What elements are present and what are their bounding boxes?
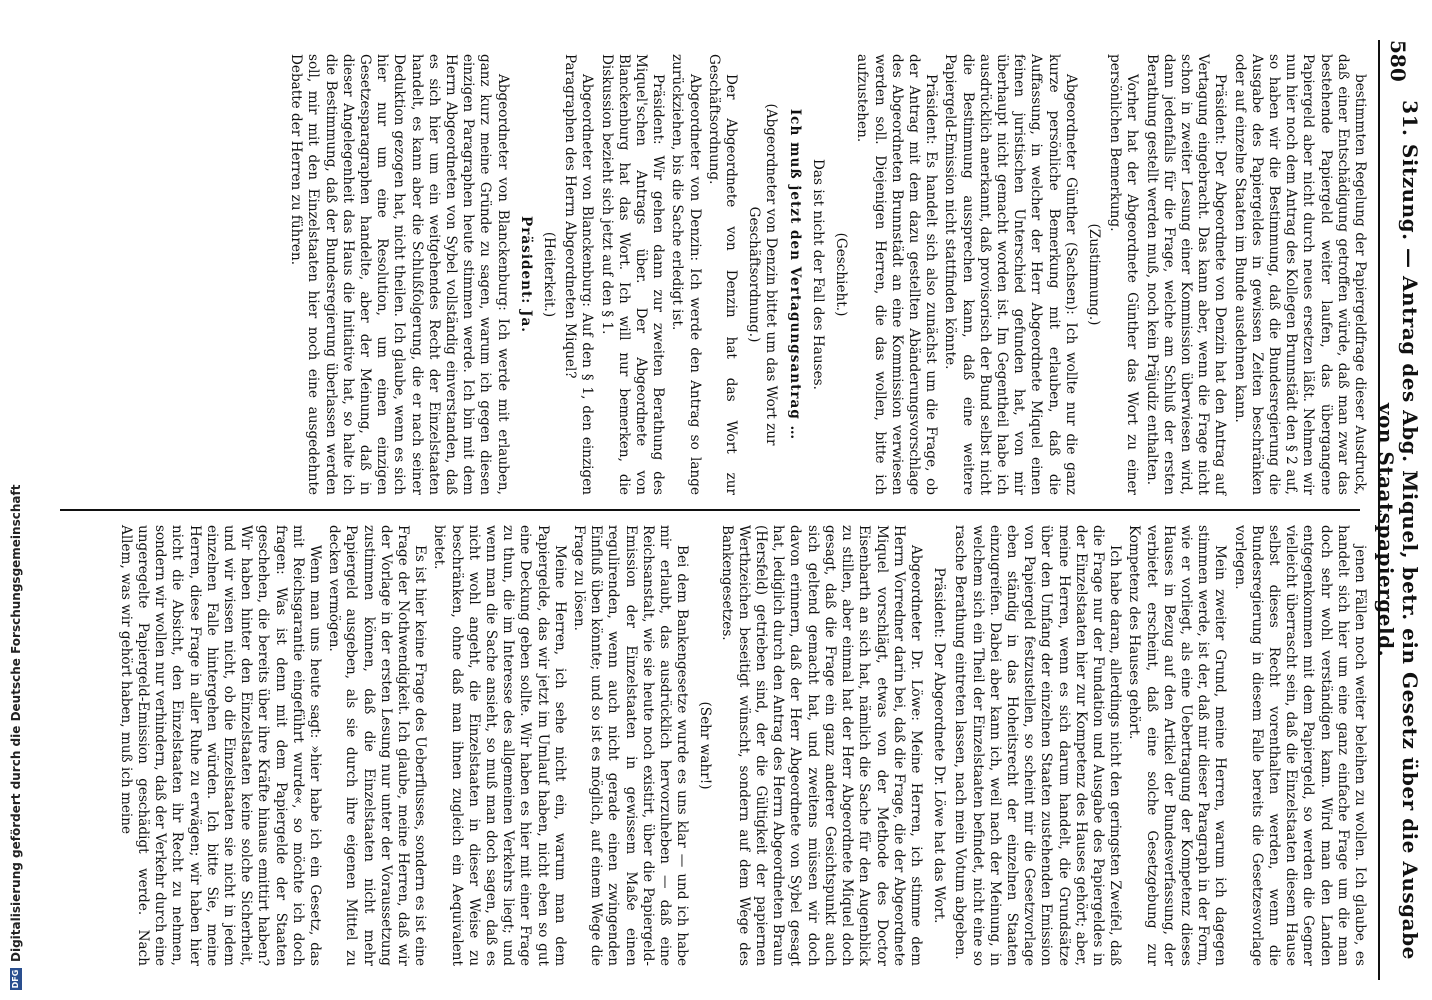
paragraph: Abgeordneter Günther (Sachsen): Ich wollte nur die ganz kurze persönliche Bemerkung mit erlauben, daß die Auffassung, in welcher der Herr Abgeordnete Miquel einen feinen juristischen Unterschied gefunden hat, von mir überhaupt nicht gemacht worden ist. Im Gegentheil habe ich ausdrücklich anerkannt, daß provisorisch der Bund selbst nicht die Bestimmung aussprechen kann, daß eine weitere Papiergeld-Emission nicht stattfinden könnte. xyxy=(942,54,1079,495)
paragraph: Meine Herren, ich sehe nicht ein, warum man dem Papiergelde, das wir jetzt im Umlauf haben, nicht eben so gut eine Deckung geben sollte. Wir haben es hier mit einer Frage zu thun, die im Interesse des allgemeinen Verkehrs liegt; und wenn man die Sache ansieht, so muß man doch sagen, daß es nicht wohl angeht, die Einzelstaaten in dieser Weise zu beschränken, ohne daß man ihnen zugleich ein Aequivalent bietet. xyxy=(431,525,568,966)
paragraph: jenen Fällen noch weiter beleihen zu wollen. Ich glaube, es handelt sich hier um eine ganz einfache Frage um die man doch sehr wohl verständigen kann. Wird man den Landen entgegenkommen mit dem Papiergeld, so werden die Gegner vielleicht überrascht sein, daß die Einzelstaaten diesem Hause selbst dieses Recht vorenthalten werden, wenn die Bundesregierung in diesem Falle bereits die Gesetzesvorlage vorlegen. xyxy=(1231,525,1368,966)
paragraph: Abgeordneter von Denzin: Ich werde den Antrag so lange zurückziehen, bis die Sache erledigt ist. xyxy=(669,54,703,495)
text-columns xyxy=(60,40,1368,980)
paragraph: Bei dem Bankengesetze wurde es uns klar — und ich habe mir erlaubt, das ausdrücklich hervorzuheben — daß eine Reichsanstalt, wie sie heute noch existirt, über die Papiergeld-Emission der Einzelstaaten in gewissem Maße einen regulirenden, wenn auch nicht gerade einen zwingenden Einfluß üben könnte; und so ist es möglich, auf einem Wege die Frage zu lösen. xyxy=(571,525,691,966)
paragraph: Präsident: Der Abgeordnete von Denzin hat den Antrag auf Vertagung eingebracht. Das kann aber, wenn die Frage nicht schon in zweiter Lesung einer Kommission überwiesen wird, dann jedenfalls für die Frage, welche am Schluß der ersten Berathung gestellt werden muß, noch kein Präjudiz enthalten. xyxy=(1143,54,1229,495)
paragraph: Vorher hat der Abgeordnete Günther das Wort zu einer persönlichen Bemerkung. xyxy=(1107,54,1141,495)
paragraph: Präsident: Wir gehen dann zur zweiten Berathung des Miquel'schen Antrags über. Der Abgeordnete von Blanckenburg hat das Wort. Ich will nur bemerken, die Diskussion bezieht sich jetzt auf den § 1. xyxy=(598,54,667,495)
paragraph: Ich muß jetzt den Vertagungsantrag … xyxy=(786,108,803,441)
paragraph: Abgeordneter von Blanckenburg: Auf den § 1, den einzigen Paragraphen des Herrn Abgeordneten Miquel? xyxy=(562,54,596,495)
paragraph: Das ist nicht der Fall des Hauses. xyxy=(809,159,826,390)
paragraph: bestimmten Regelung der Papiergeldfrage dieser Ausdruck, daß einer Entschädigung getroffen würde, daß man zwar das bestehende Papiergeld weiter laufen, das übergangene Papiergeld aber nicht durch neues ersetzen läßt. Nehmen wir nun hier noch dem Antrag des Kollegen Brunnstädt den § 2 auf, so haben wir die Bestimmung, daß die Bundesregierung die Ausgabe des Papiergeldes in gewissen Zeiten beschränken oder auf einzelne Staaten im Bunde ausdehnen kann. xyxy=(1231,54,1368,495)
paragraph: Abgeordneter von Blanckenburg: Ich werde mit erlauben, ganz kurz meine Gründe zu sagen, warum ich gegen diesen einzigen Paragraphen heute stimmen werde. Ich bin mit dem Herrn Abgeordneten von Sybel vollständig einverstanden, daß es sich hier um ein weitgehendes Recht der Einzelstaaten handelt, es kann aber die Schlußfolgerung, die er nach seiner Deduktion gezogen hat, nicht theilen. Ich glaube, wenn es sich hier nur um eine Resolution, um einen einzigen Gesetzesparagraphen handelte, aber der Meinung, daß in dieser Angelegenheit das Haus die Initiative hat, so halte ich die Bestimmung, daß der Bundesregierung überlassen werden soll, mir mit den Einzelstaaten hier noch eine ausgedehnte Debatte der Herren zu führen. xyxy=(288,54,511,495)
paragraph: Abgeordneter Dr. Löwe: Meine Herren, ich stimme dem Herrn Vorredner darin bei, daß die Frage, die der Abgeordnete Miquel vorschlägt, etwas von der Methode des Doctor Eisenbarth an sich hat, nämlich die Sache für den Augenblick zu stillen, aber einmal hat der Herr Abgeordnete Miquel doch gesagt, daß die Frage ein ganz anderer Gesichtspunkt auch sich geltend gemacht hat, und zweitens müssen wir doch davon erinnern, daß der Herr Abgeordnete von Sybel gesagt hat, lediglich durch den Antrag des Herrn Abgeordneten Braun (Hersfeld) getrieben sind, der die Gültigkeit der papiernen Werthzeichen beseitigt wünscht, sondern auf dem Wege des Bankengesetzes. xyxy=(718,525,924,966)
paragraph: Präsident: Es handelt sich also zunächst um die Frage, ob der Antrag mit dem dazu gestellten Abänderungsvorschlage des Abgeordneten Brunnstädt an eine Kommission verwiesen werden soll. Diejenigen Herren, die das wollen, bitte ich aufzustehen. xyxy=(854,54,940,495)
page-header xyxy=(1374,40,1422,980)
stage-direction: (Heiterkeit.) xyxy=(541,231,558,318)
stage-direction: (Sehr wahr!) xyxy=(697,701,714,790)
paragraph: Es ist hier keine Frage des Ueberflusses, sondern es ist eine Frage der Nothwendigkeit. Ich glaube, meine Herren, daß wir der Vorlage in der ersten Lesung nur unter der Voraussetzung zustimmen können, daß die Einzelstaaten nicht mehr Papiergeld ausgeben, als sie durch ihre eigenen Mittel zu decken vermögen. xyxy=(326,525,429,966)
paragraph: Wenn man uns heute sagt: »hier habe ich ein Gesetz, das mit Reichsgarantie eingeführt wurde«, so möchte ich doch fragen: Was ist denn mit dem Papiergelde der Staaten geschehen, die bereits über ihre Kräfte hinaus emittirt haben? Wir haben hinter den Einzelstaaten keine solche Sicherheit, und wir wissen nicht, ob die Einzelstaaten sie nicht in jedem einzelnen Falle hintergehen würden. Ich bitte Sie, meine Herren, diese Frage in aller Ruhe zu erwägen; wir haben hier nicht die Absicht, den Einzelstaaten ihr Recht zu nehmen, sondern wir wollen nur verhindern, daß der Verkehr durch eine ungeregelte Papiergeld-Emission geschädigt werde. Nach Allem, was wir gehört haben, muß ich meine xyxy=(117,525,324,966)
funding-note xyxy=(4,0,28,990)
paragraph: Präsident: Ja. xyxy=(517,215,534,334)
left-column xyxy=(60,40,1368,509)
page-number: 580 xyxy=(1386,40,1410,82)
right-column xyxy=(60,511,1368,980)
paragraph: Ich habe daran, allerdings nicht den geringsten Zweifel, daß die Frage nur der Fundation und Ausgabe des Papiergeldes in der Einzelstaaten hier zur Kompetenz des Hauses gehört; aber, meine Herren, wenn es sich darum handelt, die Grundsätze über den Umfang der einzelnen Staaten zustehenden Emission von Papiergeld festzustellen, so scheint mir die Gesetzvorlage eben ständig in das Hoheitsrecht der einzelnen Staaten einzugreifen. Dabei aber kann ich, weil nach der Meinung, in welchem sich ein Theil der Einzelstaaten befindet, nicht eine so rasche Berathung eintreten lassen, nach mein Votum abgeben. xyxy=(952,525,1124,966)
funding-text: Digitalisierung gefördert durch die Deutsche Forschungsgemeinschaft xyxy=(9,484,23,962)
paragraph: Präsident: Der Abgeordnete Dr. Löwe hat das Wort. xyxy=(931,567,948,924)
paragraph: Der Abgeordnete von Denzin hat das Wort zur Geschäftsordnung. xyxy=(705,54,740,495)
dfg-logo-icon: DFG xyxy=(11,969,20,989)
stage-direction: (Geschieht.) xyxy=(833,232,850,317)
paragraph: Mein zweiter Grund, meine Herren, warum ich dagegen stimmen werde, ist der, daß mir dieser Paragraph in der Form, wie er vorliegt, als eine Uebertragung der Kompetenz dieses Hauses in Bezug auf den Artikel der Bundesverfassung, der verbietet erscheint, daß eine solche Gesetzgebung zur Kompetenz des Hauses gehört. xyxy=(1126,525,1229,966)
page-running-title: 31. Sitzung. — Antrag des Abg. Miquel, betr. ein Gesetz über die Ausgabe von Staatspapiergeld. xyxy=(1374,100,1422,960)
stage-direction: (Abgeordneter von Denzin bittet um das Wort zur Geschäftsordnung.) xyxy=(746,103,780,446)
stage-direction: (Zustimmung.) xyxy=(1085,223,1102,326)
